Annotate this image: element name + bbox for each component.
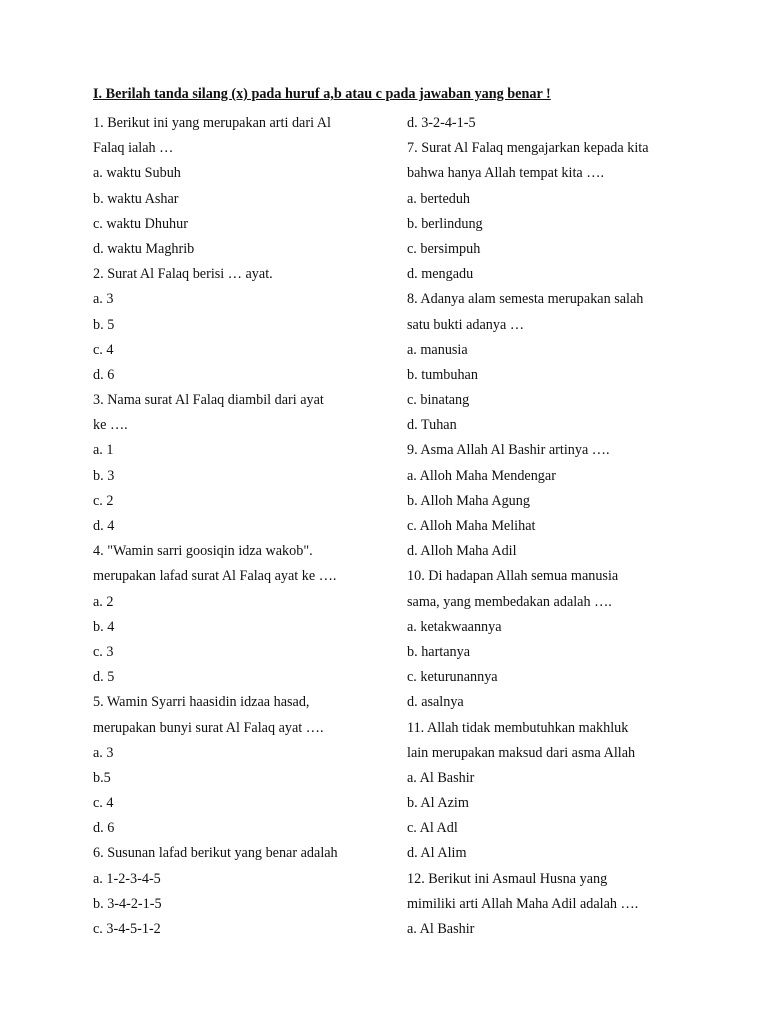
worksheet-line: 8. Adanya alam semesta merupakan salah bbox=[407, 291, 644, 308]
worksheet-line: c. waktu Dhuhur bbox=[93, 215, 188, 232]
worksheet-line: a. Alloh Maha Mendengar bbox=[407, 467, 556, 484]
worksheet-line: c. Al Adl bbox=[407, 820, 458, 837]
worksheet-line: 2. Surat Al Falaq berisi … ayat. bbox=[93, 266, 273, 283]
worksheet-line: a. 3 bbox=[93, 744, 114, 761]
left-column bbox=[93, 111, 393, 942]
worksheet-line: bahwa hanya Allah tempat kita …. bbox=[407, 165, 604, 182]
worksheet-line: 4. "Wamin sarri goosiqin idza wakob". bbox=[93, 543, 313, 560]
worksheet-line: c. bersimpuh bbox=[407, 240, 481, 257]
worksheet-line: b. hartanya bbox=[407, 643, 471, 660]
worksheet-line: d. Alloh Maha Adil bbox=[407, 543, 517, 560]
worksheet-line: 5. Wamin Syarri haasidin idzaa hasad, bbox=[93, 694, 310, 711]
worksheet-line: c. 4 bbox=[93, 341, 114, 358]
worksheet-line: d. 5 bbox=[93, 669, 115, 686]
worksheet-line: b. 4 bbox=[93, 618, 115, 635]
worksheet-line: a. 2 bbox=[93, 593, 114, 610]
instruction-heading: I. Berilah tanda silang (x) pada huruf a,b atau c pada jawaban yang benar ! bbox=[93, 86, 551, 102]
worksheet-line: d. 6 bbox=[93, 820, 115, 837]
worksheet-line: 10. Di hadapan Allah semua manusia bbox=[407, 568, 619, 585]
worksheet-line: 12. Berikut ini Asmaul Husna yang bbox=[407, 870, 608, 887]
worksheet-line: a. ketakwaannya bbox=[407, 618, 502, 635]
worksheet-line: a. manusia bbox=[407, 341, 468, 358]
worksheet-line: 9. Asma Allah Al Bashir artinya …. bbox=[407, 442, 610, 459]
worksheet-line: d. 3-2-4-1-5 bbox=[407, 115, 476, 131]
worksheet-line: 3. Nama surat Al Falaq diambil dari ayat bbox=[93, 392, 324, 409]
worksheet-line: b. Al Azim bbox=[407, 795, 469, 812]
worksheet-line: d. asalnya bbox=[407, 694, 464, 711]
worksheet-line: a. Al Bashir bbox=[407, 769, 475, 786]
worksheet-line: a. 1-2-3-4-5 bbox=[93, 870, 161, 887]
worksheet-line: a. Al Bashir bbox=[407, 921, 475, 937]
worksheet-line: d. Al Alim bbox=[407, 845, 467, 862]
right-column bbox=[407, 111, 707, 942]
worksheet-line: 7. Surat Al Falaq mengajarkan kepada kita bbox=[407, 140, 649, 157]
worksheet-line: d. Tuhan bbox=[407, 417, 457, 434]
worksheet-line: merupakan bunyi surat Al Falaq ayat …. bbox=[93, 719, 324, 736]
worksheet-line: ke …. bbox=[93, 417, 128, 434]
worksheet-line: 6. Susunan lafad berikut yang benar adalah bbox=[93, 845, 338, 862]
worksheet-line: d. waktu Maghrib bbox=[93, 240, 195, 257]
worksheet-line: d. 4 bbox=[93, 518, 115, 534]
worksheet-line: satu bukti adanya … bbox=[407, 316, 525, 333]
worksheet-line: c. 2 bbox=[93, 492, 114, 509]
worksheet-line: a. 1 bbox=[93, 442, 114, 459]
worksheet-line: c. binatang bbox=[407, 392, 470, 409]
worksheet-line: a. waktu Subuh bbox=[93, 165, 181, 182]
worksheet-line: d. mengadu bbox=[407, 266, 474, 283]
worksheet-line: d. 6 bbox=[93, 366, 115, 383]
worksheet-line: c. 4 bbox=[93, 795, 114, 812]
worksheet-line: c. 3-4-5-1-2 bbox=[93, 921, 161, 937]
worksheet-line: a. 3 bbox=[93, 291, 114, 308]
worksheet-line: sama, yang membedakan adalah …. bbox=[407, 593, 612, 610]
worksheet-line: b. 5 bbox=[93, 316, 115, 333]
worksheet-line: lain merupakan maksud dari asma Allah bbox=[407, 744, 636, 761]
worksheet-line: a. berteduh bbox=[407, 190, 471, 207]
worksheet-line: b. waktu Ashar bbox=[93, 190, 179, 207]
worksheet-line: b. Alloh Maha Agung bbox=[407, 492, 530, 509]
worksheet-line: b. 3 bbox=[93, 467, 115, 484]
worksheet-line: c. keturunannya bbox=[407, 669, 498, 686]
worksheet-line: mimiliki arti Allah Maha Adil adalah …. bbox=[407, 895, 639, 912]
worksheet-line: b. berlindung bbox=[407, 215, 483, 232]
worksheet-line: merupakan lafad surat Al Falaq ayat ke …. bbox=[93, 568, 337, 585]
worksheet-line: c. Alloh Maha Melihat bbox=[407, 518, 536, 534]
worksheet-line: Falaq ialah … bbox=[93, 140, 174, 157]
worksheet-line: b.5 bbox=[93, 769, 111, 786]
worksheet-line: 11. Allah tidak membutuhkan makhluk bbox=[407, 719, 629, 736]
worksheet-line: b. tumbuhan bbox=[407, 366, 478, 383]
worksheet-line: 1. Berikut ini yang merupakan arti dari Al bbox=[93, 115, 331, 131]
worksheet-line: b. 3-4-2-1-5 bbox=[93, 895, 162, 912]
worksheet-line: c. 3 bbox=[93, 643, 114, 660]
